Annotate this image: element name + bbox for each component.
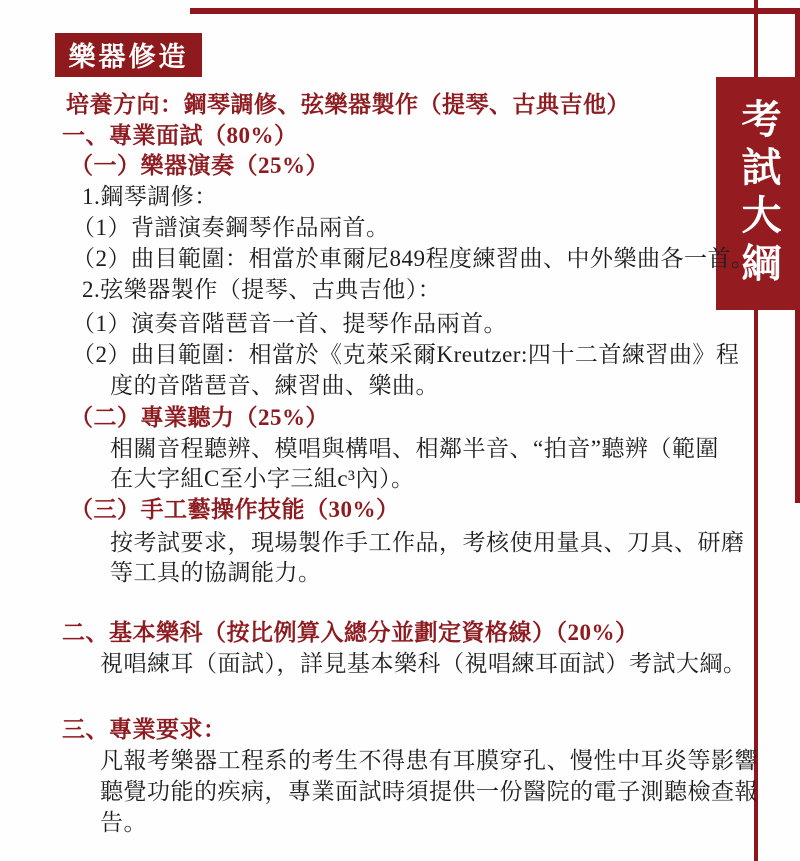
line-listening-2: 在大字組C至小字三組c³內）。 <box>110 466 415 491</box>
line-section3-body-3: 告。 <box>100 810 147 835</box>
line-section1-heading: 一、專業面試（80%） <box>62 123 298 148</box>
line-section2-body: 視唱練耳（面試），詳見基本樂科（視唱練耳面試）考試大綱。 <box>100 651 747 676</box>
line-piano-detail-1: （1）背譜演奏鋼琴作品兩首。 <box>72 215 390 240</box>
line-section3-body-1: 凡報考樂器工程系的考生不得患有耳膜穿孔、慢性中耳炎等影響 <box>100 748 758 773</box>
line-section1-3-heading: （三）手工藝操作技能（30%） <box>70 497 400 522</box>
line-handcraft-1: 按考試要求，現場製作手工作品，考核使用量具、刀具、研磨 <box>110 530 745 555</box>
category-label-box <box>55 33 202 77</box>
side-banner <box>716 77 800 310</box>
line-string-detail-1: （1）演奏音階琶音一首、提琴作品兩首。 <box>72 311 507 336</box>
line-section2-heading: 二、基本樂科（按比例算入總分並劃定資格線）（20%） <box>62 620 639 645</box>
line-string-detail-2: （2）曲目範圍：相當於《克萊采爾Kreutzer:四十二首練習曲》程 <box>72 342 740 367</box>
line-section1-2-heading: （二）專業聽力（25%） <box>70 405 329 430</box>
line-piano-detail-2: （2）曲目範圍：相當於車爾尼849程度練習曲、中外樂曲各一首。 <box>72 246 755 271</box>
line-piano-item: 1.鋼琴調修： <box>82 184 218 209</box>
line-listening-1: 相關音程聽辨、模唱與構唱、相鄰半音、“拍音”聽辨（範圍 <box>110 436 719 461</box>
line-training-direction: 培養方向：鋼琴調修、弦樂器製作（提琴、古典吉他） <box>66 92 630 117</box>
category-label: 樂器修造 <box>68 41 189 72</box>
line-string-item: 2.弦樂器製作（提琴、古典吉他）： <box>82 277 442 302</box>
line-section3-heading: 三、專業要求： <box>62 717 227 742</box>
line-handcraft-2: 等工具的協調能力。 <box>110 560 322 585</box>
line-string-detail-2b: 度的音階琶音、練習曲、樂曲。 <box>110 373 439 398</box>
side-banner-label: 考試大綱 <box>736 97 781 290</box>
line-section3-body-2: 聽覺功能的疾病，專業面試時須提供一份醫院的電子測聽檢查報 <box>100 779 758 804</box>
line-section1-1-heading: （一）樂器演奏（25%） <box>70 153 329 178</box>
top-horizontal-rule <box>190 8 800 14</box>
